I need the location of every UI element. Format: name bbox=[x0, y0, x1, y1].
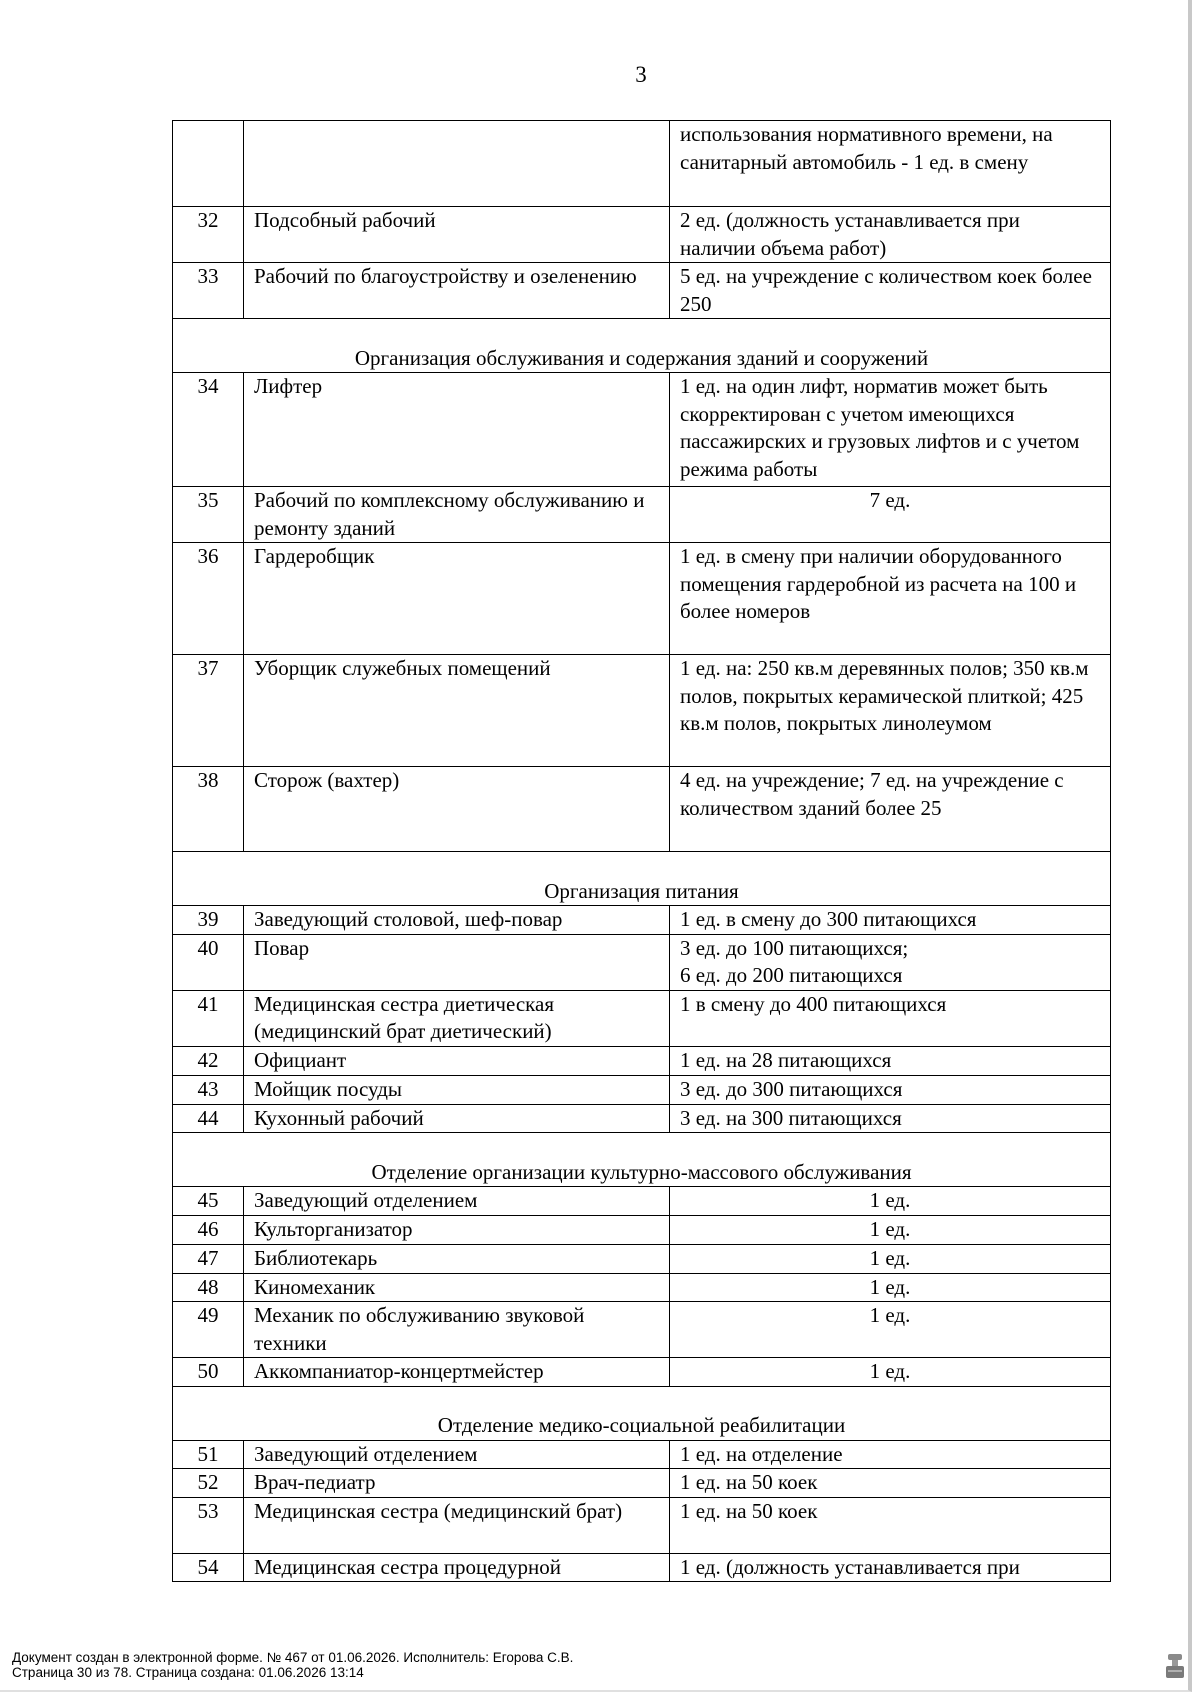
position-title: Рабочий по благоустройству и озеленению bbox=[244, 263, 670, 319]
staffing-norm: 1 ед. в смену при наличии оборудованного помещения гардеробной из расчета на 100 и более номеров bbox=[670, 543, 1111, 655]
staffing-norm: 1 ед. на 50 коек bbox=[670, 1469, 1111, 1498]
staffing-norm: 1 ед. bbox=[670, 1358, 1111, 1387]
position-title: Уборщик служебных помещений bbox=[244, 655, 670, 767]
position-title: Подсобный рабочий bbox=[244, 207, 670, 263]
staffing-norm: 3 ед. на 300 питающихся bbox=[670, 1104, 1111, 1133]
staffing-table bbox=[172, 120, 1111, 1582]
table-row bbox=[173, 207, 1111, 263]
staffing-norm: 7 ед. bbox=[670, 487, 1111, 543]
staffing-norm: 1 ед. bbox=[670, 1187, 1111, 1216]
row-number: 36 bbox=[173, 543, 244, 655]
staffing-norm: 1 ед. (должность устанавливается при bbox=[670, 1553, 1111, 1582]
position-title: Аккомпаниатор-концертмейстер bbox=[244, 1358, 670, 1387]
staffing-norm: 1 ед. bbox=[670, 1273, 1111, 1302]
staffing-norm: 1 в смену до 400 питающихся bbox=[670, 990, 1111, 1046]
position-title: Заведующий отделением bbox=[244, 1440, 670, 1469]
table-row bbox=[173, 1075, 1111, 1104]
staffing-norm bbox=[670, 934, 1111, 990]
section-header-row bbox=[173, 1133, 1111, 1187]
section-header-row bbox=[173, 1386, 1111, 1440]
position-title: Заведующий отделением bbox=[244, 1187, 670, 1216]
table-row bbox=[173, 1104, 1111, 1133]
section-header-row bbox=[173, 319, 1111, 373]
position-title: Врач-педиатр bbox=[244, 1469, 670, 1498]
staffing-norm: 1 ед. в смену до 300 питающихся bbox=[670, 906, 1111, 935]
row-number: 50 bbox=[173, 1358, 244, 1387]
table-row bbox=[173, 543, 1111, 655]
row-number: 45 bbox=[173, 1187, 244, 1216]
position-title: Культорганизатор bbox=[244, 1215, 670, 1244]
table-row bbox=[173, 1440, 1111, 1469]
position-cell bbox=[244, 121, 670, 207]
row-number: 46 bbox=[173, 1215, 244, 1244]
table-row bbox=[173, 373, 1111, 487]
position-title: Медицинская сестра процедурной bbox=[244, 1553, 670, 1582]
position-title: Механик по обслуживанию звуковой техники bbox=[244, 1302, 670, 1358]
row-number: 33 bbox=[173, 263, 244, 319]
table-row bbox=[173, 1469, 1111, 1498]
table-row bbox=[173, 655, 1111, 767]
position-title: Киномеханик bbox=[244, 1273, 670, 1302]
section-title: Организация питания bbox=[173, 852, 1111, 906]
table-row bbox=[173, 906, 1111, 935]
row-number: 39 bbox=[173, 906, 244, 935]
staffing-norm: 1 ед. bbox=[670, 1302, 1111, 1358]
position-title: Заведующий столовой, шеф-повар bbox=[244, 906, 670, 935]
staffing-norm: 1 ед. на 28 питающихся bbox=[670, 1046, 1111, 1075]
row-number: 51 bbox=[173, 1440, 244, 1469]
table-row bbox=[173, 990, 1111, 1046]
staffing-norm: 1 ед. на 50 коек bbox=[670, 1497, 1111, 1553]
page-number: 3 bbox=[635, 62, 647, 87]
row-number: 35 bbox=[173, 487, 244, 543]
table-row bbox=[173, 934, 1111, 990]
table-row bbox=[173, 767, 1111, 852]
table-row bbox=[173, 1302, 1111, 1358]
staffing-norm: 3 ед. до 300 питающихся bbox=[670, 1075, 1111, 1104]
table-row bbox=[173, 1187, 1111, 1216]
staffing-norm: 1 ед. на: 250 кв.м деревянных полов; 350 кв.м полов, покрытых керамической плиткой; 425 кв.м полов, покрытых линолеумом bbox=[670, 655, 1111, 767]
table-row bbox=[173, 1244, 1111, 1273]
table-row bbox=[173, 1553, 1111, 1582]
norm-cell: использования нормативного времени, на санитарный автомобиль - 1 ед. в смену bbox=[670, 121, 1111, 207]
row-number: 37 bbox=[173, 655, 244, 767]
position-title: Гардеробщик bbox=[244, 543, 670, 655]
row-number: 38 bbox=[173, 767, 244, 852]
table-row bbox=[173, 1215, 1111, 1244]
table-row bbox=[173, 487, 1111, 543]
row-number: 40 bbox=[173, 934, 244, 990]
staffing-norm: 2 ед. (должность устанавливается при наличии объема работ) bbox=[670, 207, 1111, 263]
staffing-norm: 5 ед. на учреждение с количеством коек более 250 bbox=[670, 263, 1111, 319]
position-title: Библиотекарь bbox=[244, 1244, 670, 1273]
row-number: 48 bbox=[173, 1273, 244, 1302]
position-title: Официант bbox=[244, 1046, 670, 1075]
table-row bbox=[173, 1497, 1111, 1553]
position-title: Лифтер bbox=[244, 373, 670, 487]
row-number: 41 bbox=[173, 990, 244, 1046]
position-title: Медицинская сестра диетическая (медицинский брат диетический) bbox=[244, 990, 670, 1046]
section-title: Отделение организации культурно-массового обслуживания bbox=[173, 1133, 1111, 1187]
table-row bbox=[173, 1046, 1111, 1075]
norm-line: 6 ед. до 200 питающихся bbox=[680, 963, 903, 987]
section-title: Организация обслуживания и содержания зданий и сооружений bbox=[173, 319, 1111, 373]
row-number: 52 bbox=[173, 1469, 244, 1498]
position-title: Рабочий по комплексному обслуживанию и ремонту зданий bbox=[244, 487, 670, 543]
row-number: 53 bbox=[173, 1497, 244, 1553]
row-number: 49 bbox=[173, 1302, 244, 1358]
position-title: Медицинская сестра (медицинский брат) bbox=[244, 1497, 670, 1553]
position-title: Кухонный рабочий bbox=[244, 1104, 670, 1133]
row-number: 42 bbox=[173, 1046, 244, 1075]
footer-line-page-info: Страница 30 из 78. Страница создана: 01.06.2026 13:14 bbox=[12, 1665, 364, 1680]
row-number-cell bbox=[173, 121, 244, 207]
document-stamp-icon bbox=[1164, 1652, 1186, 1680]
section-header-row bbox=[173, 852, 1111, 906]
norm-line: 3 ед. до 100 питающихся; bbox=[680, 935, 909, 960]
staffing-norm: 4 ед. на учреждение; 7 ед. на учреждение с количеством зданий более 25 bbox=[670, 767, 1111, 852]
footer-line-document-info: Документ создан в электронной форме. № 467 от 01.06.2026. Исполнитель: Егорова С.В. bbox=[12, 1650, 574, 1665]
row-number: 44 bbox=[173, 1104, 244, 1133]
row-number: 47 bbox=[173, 1244, 244, 1273]
staffing-norm: 1 ед. bbox=[670, 1244, 1111, 1273]
table-row-continuation bbox=[173, 121, 1111, 207]
staffing-norm: 1 ед. на один лифт, норматив может быть скорректирован с учетом имеющихся пассажирских и грузовых лифтов и с учетом режима работы bbox=[670, 373, 1111, 487]
row-number: 32 bbox=[173, 207, 244, 263]
staffing-norm: 1 ед. bbox=[670, 1215, 1111, 1244]
row-number: 43 bbox=[173, 1075, 244, 1104]
document-footer bbox=[12, 1650, 573, 1680]
row-number: 34 bbox=[173, 373, 244, 487]
position-title: Сторож (вахтер) bbox=[244, 767, 670, 852]
staffing-norm: 1 ед. на отделение bbox=[670, 1440, 1111, 1469]
table-row bbox=[173, 1358, 1111, 1387]
table-row bbox=[173, 1273, 1111, 1302]
row-number: 54 bbox=[173, 1553, 244, 1582]
position-title: Повар bbox=[244, 934, 670, 990]
position-title: Мойщик посуды bbox=[244, 1075, 670, 1104]
section-title: Отделение медико-социальной реабилитации bbox=[173, 1386, 1111, 1440]
table-row bbox=[173, 263, 1111, 319]
